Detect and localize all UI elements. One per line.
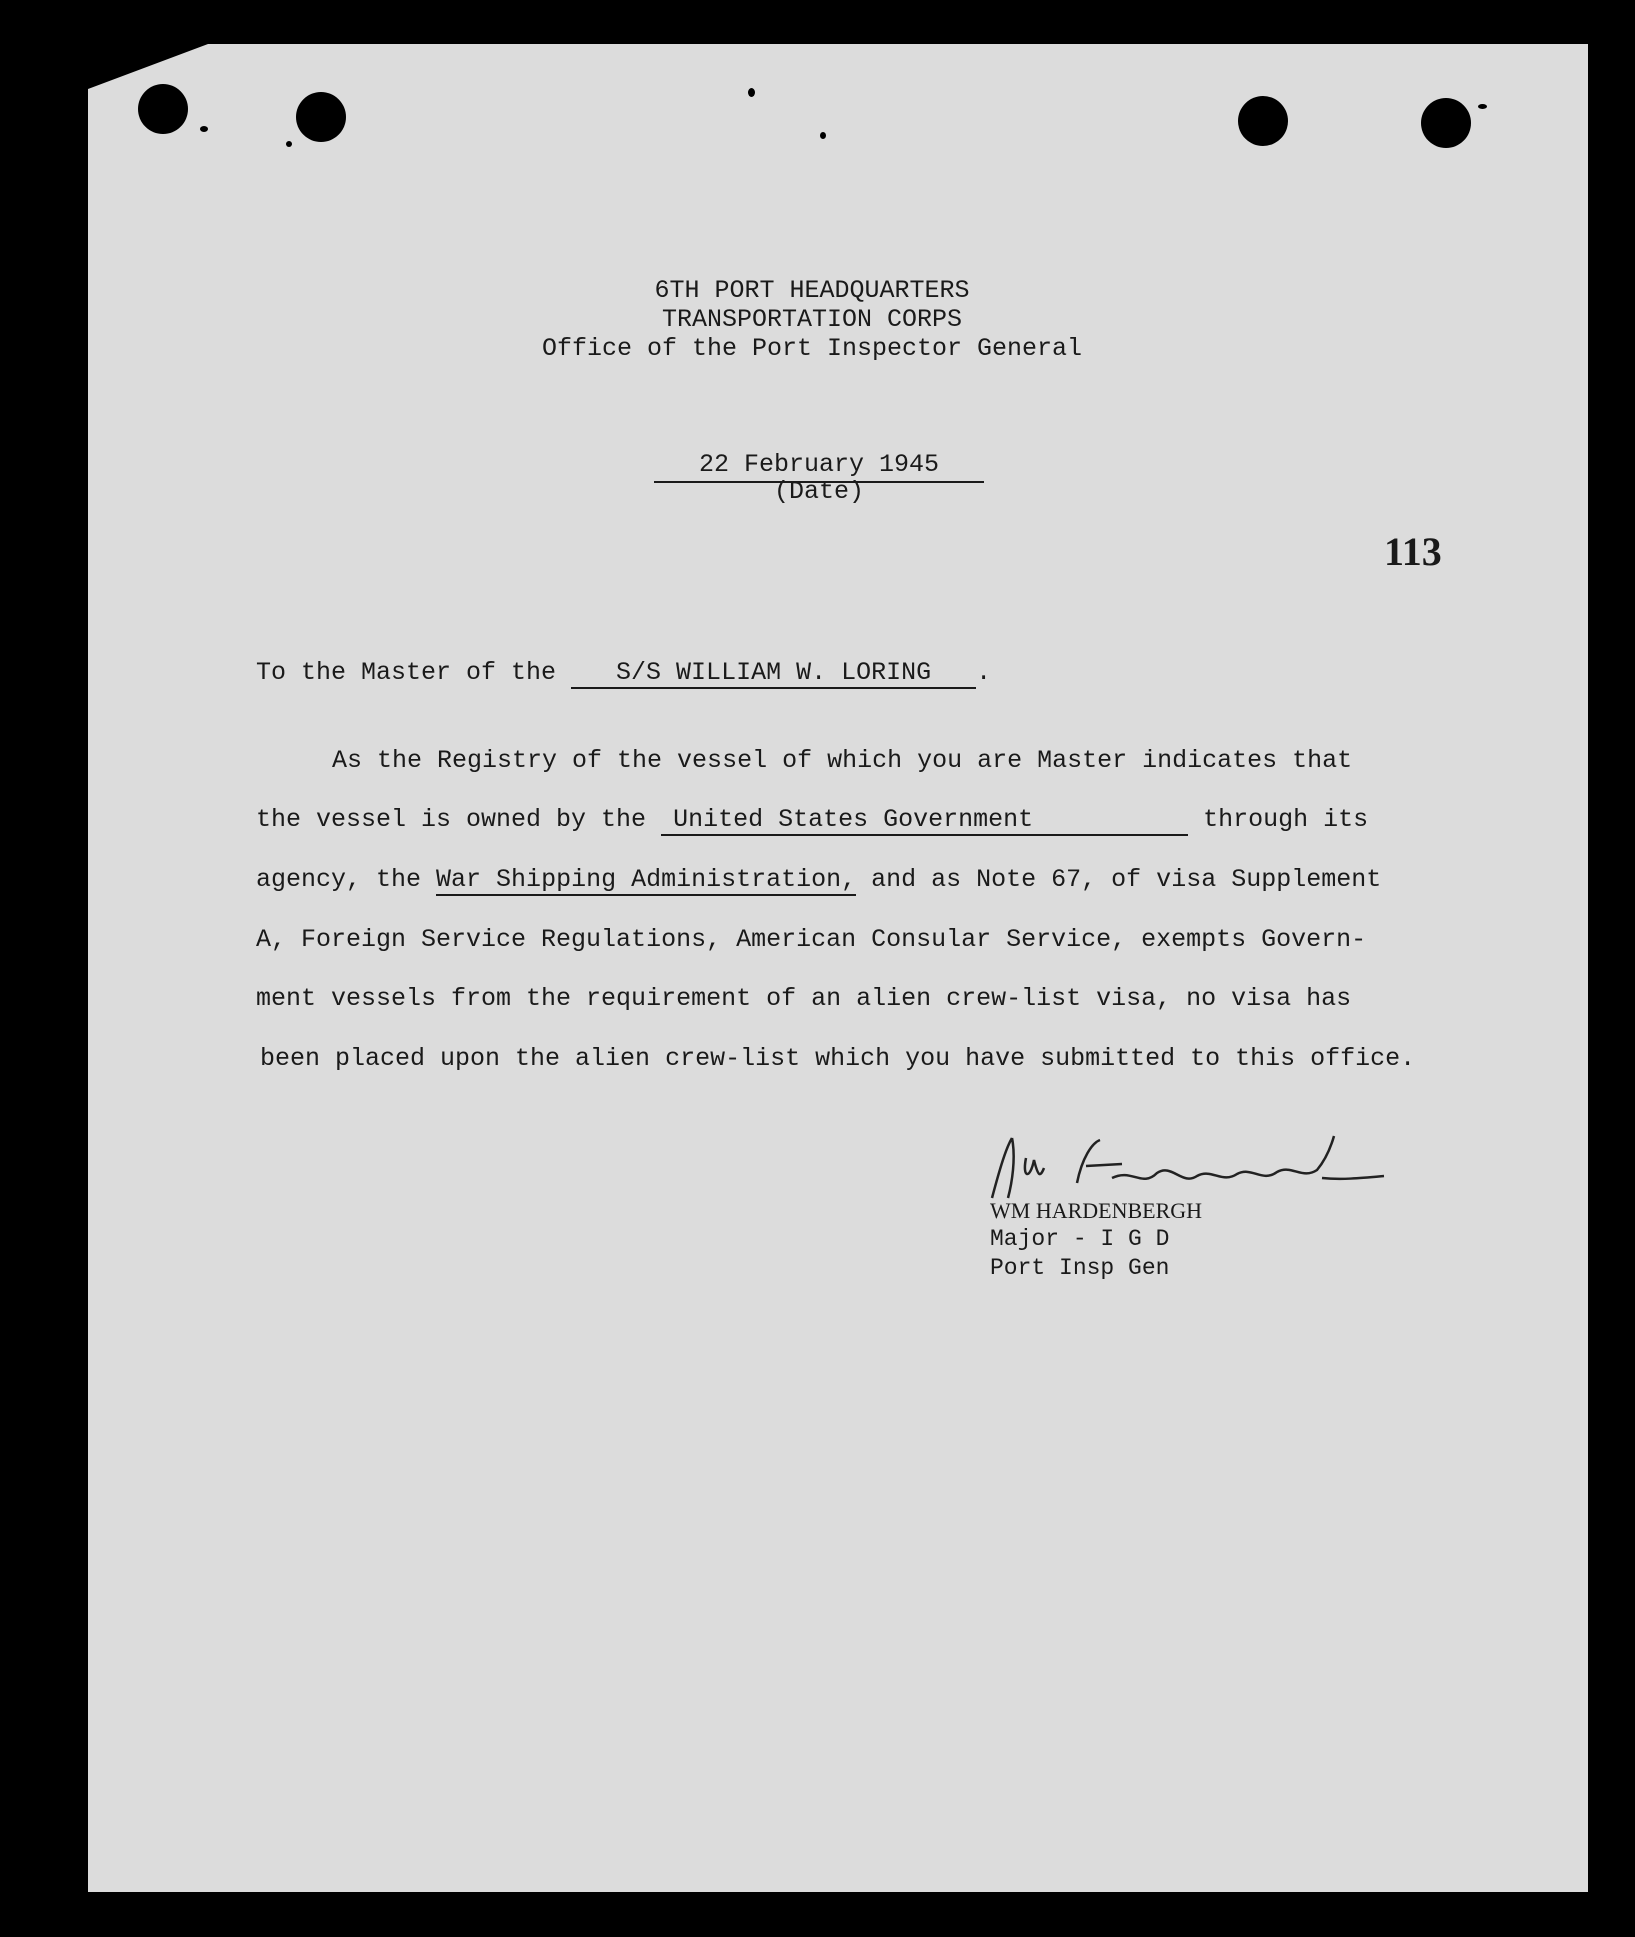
body-line-1: As the Registry of the vessel of which you are Master indicates that <box>332 746 1353 775</box>
speck <box>748 88 755 97</box>
date-value: 22 February 1945 <box>654 450 984 483</box>
body-line-2 <box>256 805 1368 836</box>
agency-suffix: and as Note 67, of visa Supplement <box>871 865 1382 894</box>
punch-hole <box>296 92 346 142</box>
date-block <box>654 450 984 512</box>
header-line-2: TRANSPORTATION CORPS <box>661 305 963 334</box>
salutation-prefix: To the Master of the <box>256 658 557 687</box>
agency-prefix: agency, the <box>256 865 422 894</box>
speck <box>200 126 208 132</box>
owner-prefix: the vessel is owned by the <box>256 805 647 834</box>
body-line-6: been placed upon the alien crew-list which you have submitted to this office. <box>260 1044 1416 1073</box>
speck <box>1478 104 1487 109</box>
body-line-5: ment vessels from the requirement of an alien crew-list visa, no visa has <box>256 984 1352 1013</box>
signer-name: WM HARDENBERGH <box>990 1198 1203 1223</box>
owner-suffix: through its <box>1203 805 1369 834</box>
salutation-suffix: . <box>976 658 992 687</box>
signer-title: Port Insp Gen <box>990 1255 1170 1281</box>
owner-name: United States Government <box>661 805 1188 836</box>
speck <box>286 141 292 147</box>
header-line-1: 6TH PORT HEADQUARTERS <box>654 276 970 305</box>
punch-hole <box>1238 96 1288 146</box>
header-line-3: Office of the Port Inspector General <box>541 334 1083 363</box>
body-line-4: A, Foreign Service Regulations, American Consular Service, exempts Govern- <box>256 925 1367 954</box>
date-label: (Date) <box>773 477 864 506</box>
salutation <box>256 658 991 689</box>
punch-hole <box>1421 98 1471 148</box>
body-line-3 <box>256 865 1381 896</box>
punch-hole <box>138 84 188 134</box>
agency-name: War Shipping Administration, <box>436 865 857 894</box>
speck <box>820 132 826 139</box>
page-number: 113 <box>1384 529 1442 574</box>
signer-rank: Major - I G D <box>990 1226 1170 1252</box>
vessel-name: S/S WILLIAM W. LORING <box>571 658 976 689</box>
